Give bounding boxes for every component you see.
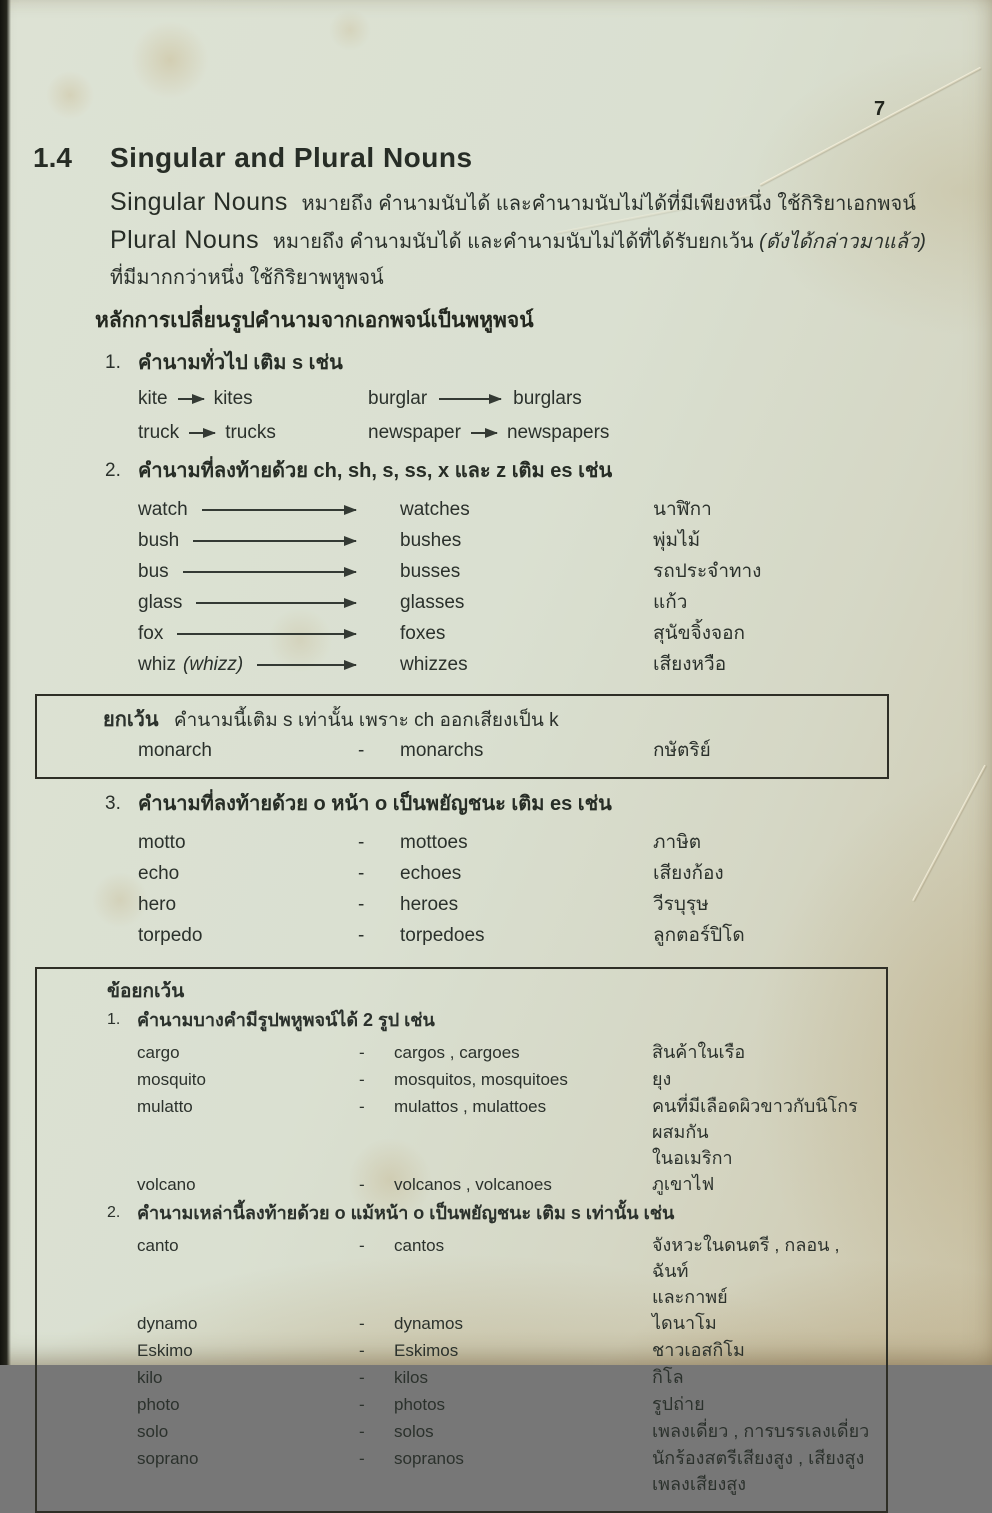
plural-word: glasses	[400, 592, 465, 613]
dash-separator: -	[359, 1043, 365, 1062]
noun-row	[137, 1232, 876, 1310]
plural-definition	[110, 222, 992, 260]
dash-separator: -	[359, 1368, 365, 1387]
noun-row	[138, 494, 992, 525]
singular-word: bus	[138, 561, 169, 582]
page-title: Singular and Plural Nouns	[110, 142, 473, 173]
thai-translation: ไดนาโม	[652, 1313, 717, 1333]
section1-title	[105, 348, 992, 378]
noun-row	[137, 1337, 876, 1364]
thai-translation: กิโล	[652, 1367, 684, 1387]
thai-translation: เสียงหวือ	[653, 654, 727, 675]
dash-separator: -	[359, 1341, 365, 1360]
arrow-icon	[183, 571, 356, 573]
section-heading-number: 1.4	[33, 142, 72, 173]
thai-translation-line2: เพลงเสียงสูง	[652, 1474, 747, 1494]
section1-text: คำนามทั่วไป เติม s เช่น	[138, 352, 343, 374]
noun-row	[138, 649, 992, 680]
thai-translation: รถประจำทาง	[653, 561, 762, 582]
thai-translation-line2: และกาพย์	[652, 1287, 728, 1307]
singular-word: torpedo	[138, 925, 203, 946]
thai-translation: วีรบุรุษ	[653, 894, 709, 915]
thai-translation	[652, 1445, 876, 1497]
noun-row	[138, 827, 992, 858]
plural-word: photos	[394, 1395, 446, 1414]
plural-word: kilos	[394, 1368, 429, 1387]
section3-title	[105, 789, 992, 819]
arrow-icon	[439, 398, 501, 400]
thai-translation: รูปถ่าย	[652, 1394, 705, 1414]
noun-row	[137, 1364, 876, 1391]
noun-row	[138, 735, 887, 765]
noun-row	[138, 920, 992, 951]
singular-word: cargo	[137, 1043, 180, 1062]
singular-word: hero	[138, 894, 177, 915]
noun-row	[137, 1418, 876, 1445]
exceptions-part1-text: คำนามบางคำมีรูปพหูพจน์ได้ 2 รูป เช่น	[137, 1010, 435, 1030]
singular-word: mulatto	[137, 1097, 193, 1116]
plural-definition-text: หมายถึง คำนามนับได้ และคำนามนับไม่ได้ที่ได้รับยกเว้น	[272, 231, 754, 253]
singular-word: motto	[138, 832, 186, 853]
exceptions-part1-title	[107, 1007, 876, 1033]
noun-row	[137, 1171, 876, 1198]
noun-row	[137, 1039, 876, 1066]
thai-translation: นาฬิกา	[653, 499, 712, 520]
section3-rows	[0, 827, 992, 951]
singular-word: Eskimo	[137, 1341, 193, 1360]
noun-row	[138, 618, 992, 649]
singular-word: soprano	[137, 1449, 199, 1468]
section2-number: 2.	[105, 460, 121, 481]
section3-text: คำนามที่ลงท้ายด้วย o หน้า o เป็นพยัญชนะ เติม es เช่น	[138, 793, 612, 815]
exception-box	[35, 694, 889, 779]
noun-row	[137, 1445, 876, 1497]
thai-translation: ชาวเอสกิโม	[652, 1340, 745, 1360]
plural-definition-continued: ที่มีมากกว่าหนึ่ง ใช้กิริยาพหูพจน์	[110, 267, 384, 289]
thai-translation	[652, 1232, 876, 1310]
thai-translation: ภูเขาไฟ	[652, 1174, 715, 1194]
term-singular-nouns: Singular Nouns	[110, 188, 288, 216]
thai-translation-line1: นักร้องสตรีเสียงสูง , เสียงสูง	[652, 1448, 865, 1468]
arrow-icon	[178, 398, 204, 400]
singular-word-note: (whizz)	[183, 654, 244, 675]
section2-text: คำนามที่ลงท้ายด้วย ch, sh, s, ss, x และ z เติม es เช่น	[138, 460, 613, 482]
singular-word: burglar	[368, 388, 428, 409]
arrow-icon	[177, 633, 356, 635]
section2-title	[105, 456, 992, 486]
dash-separator: -	[359, 1236, 365, 1255]
singular-word: newspaper	[368, 422, 461, 443]
arrow-icon	[193, 540, 356, 542]
thai-translation-line1: จังหวะในดนตรี , กลอน , ฉันท์	[652, 1235, 840, 1281]
singular-word: photo	[137, 1395, 180, 1414]
thai-translation: เพลงเดี่ยว , การบรรเลงเดี่ยว	[652, 1421, 870, 1441]
noun-row	[137, 1066, 876, 1093]
singular-definition-text: หมายถึง คำนามนับได้ และคำนามนับไม่ได้ที่มีเพียงหนึ่ง ใช้กิริยาเอกพจน์	[301, 193, 916, 215]
plural-word: monarchs	[400, 740, 484, 761]
plural-word: cargos , cargoes	[394, 1043, 520, 1062]
singular-word: kite	[138, 388, 168, 409]
plural-word: busses	[400, 561, 461, 582]
singular-word: bush	[138, 530, 180, 551]
thai-translation: ภาษิต	[653, 832, 702, 853]
term-plural-nouns: Plural Nouns	[110, 226, 260, 254]
noun-pair-row	[138, 386, 992, 412]
thai-translation-line2: ในอเมริกา	[652, 1148, 733, 1168]
singular-word: fox	[138, 623, 164, 644]
singular-word: watch	[138, 499, 188, 520]
thai-translation	[652, 1093, 876, 1171]
plural-word: mosquitos, mosquitoes	[394, 1070, 568, 1089]
section1-number: 1.	[105, 352, 121, 373]
exception-text: คำนามนี้เติม s เท่านั้น เพราะ ch ออกเสียงเป็น k	[173, 710, 559, 731]
plural-word: Eskimos	[394, 1341, 459, 1360]
thai-translation: เสียงก้อง	[653, 863, 724, 884]
page-number: 7	[874, 98, 886, 120]
singular-definition	[110, 184, 992, 222]
plural-word: solos	[394, 1422, 434, 1441]
dash-separator: -	[358, 894, 365, 915]
exceptions-part2-text: คำนามเหล่านี้ลงท้ายด้วย o แม้หน้า o เป็นพยัญชนะ เติม s เท่านั้น เช่น	[137, 1203, 675, 1223]
plural-word: echoes	[400, 863, 462, 884]
rule-heading: หลักการเปลี่ยนรูปคำนามจากเอกพจน์เป็นพหูพจน์	[95, 309, 534, 332]
section-heading	[33, 142, 992, 174]
plural-definition-note: (ดังได้กล่าวมาแล้ว)	[759, 231, 926, 253]
singular-word: kilo	[137, 1368, 163, 1387]
singular-word: canto	[137, 1236, 179, 1255]
singular-word: whiz	[138, 654, 177, 675]
section3-number: 3.	[105, 793, 121, 814]
arrow-icon	[196, 602, 356, 604]
dash-separator: -	[359, 1395, 365, 1414]
thai-translation: แก้ว	[653, 592, 688, 613]
plural-word: sopranos	[394, 1449, 464, 1468]
dash-separator: -	[359, 1070, 365, 1089]
plural-word: volcanos , volcanoes	[394, 1175, 552, 1194]
exceptions-part2-number: 2.	[107, 1204, 121, 1221]
thai-translation: ยุง	[652, 1069, 672, 1089]
arrow-icon	[257, 664, 356, 666]
arrow-icon	[202, 509, 356, 511]
exceptions-box-title: ข้อยกเว้น	[107, 981, 185, 1002]
singular-word: mosquito	[137, 1070, 206, 1089]
dash-separator: -	[358, 925, 365, 946]
singular-word: volcano	[137, 1175, 196, 1194]
noun-row	[137, 1310, 876, 1337]
exceptions-part2-title	[107, 1200, 876, 1226]
noun-row	[137, 1391, 876, 1418]
plural-word: mottoes	[400, 832, 468, 853]
noun-row	[137, 1093, 876, 1171]
thai-translation: พุ่มไม้	[653, 530, 701, 551]
dash-separator: -	[359, 1314, 365, 1333]
plural-word: newspapers	[506, 422, 610, 443]
exceptions-box	[35, 967, 888, 1513]
singular-word: monarch	[138, 740, 212, 761]
plural-word: foxes	[400, 623, 446, 644]
noun-pair	[138, 386, 368, 412]
plural-word: trucks	[225, 422, 276, 443]
dash-separator: -	[359, 1175, 365, 1194]
dash-separator: -	[358, 832, 365, 853]
thai-translation: ลูกตอร์ปิโด	[653, 925, 745, 946]
singular-word: solo	[137, 1422, 169, 1441]
noun-row	[138, 525, 992, 556]
thai-translation: สินค้าในเรือ	[652, 1042, 746, 1062]
singular-word: truck	[138, 422, 180, 443]
plural-word: dynamos	[394, 1314, 463, 1333]
dash-separator: -	[359, 1097, 365, 1116]
plural-word: watches	[400, 499, 470, 520]
plural-word: cantos	[394, 1236, 445, 1255]
thai-translation: กษัตริย์	[653, 740, 711, 761]
noun-row	[138, 889, 992, 920]
noun-pair	[138, 420, 368, 446]
dash-separator: -	[359, 1449, 365, 1468]
thai-translation-line1: คนที่มีเลือดผิวขาวกับนิโกรผสมกัน	[652, 1096, 858, 1142]
exception-label: ยกเว้น	[103, 709, 159, 731]
plural-word: whizzes	[400, 654, 468, 675]
singular-word: dynamo	[137, 1314, 198, 1333]
exceptions-part1-number: 1.	[107, 1011, 121, 1028]
noun-pair	[368, 386, 582, 412]
dash-separator: -	[358, 863, 365, 884]
singular-word: echo	[138, 863, 180, 884]
arrow-icon	[189, 432, 215, 434]
singular-word: glass	[138, 592, 183, 613]
plural-word: burglars	[513, 388, 582, 409]
thai-translation: สุนัขจิ้งจอก	[653, 623, 746, 644]
section2-rows	[0, 494, 992, 680]
noun-row	[138, 587, 992, 618]
plural-word: kites	[213, 388, 253, 409]
plural-word: bushes	[400, 530, 462, 551]
dash-separator: -	[359, 1422, 365, 1441]
plural-word: mulattos , mulattoes	[394, 1097, 547, 1116]
intro-paragraph	[110, 184, 992, 296]
noun-pair	[368, 420, 609, 446]
noun-row	[138, 556, 992, 587]
noun-pair-row	[138, 420, 992, 446]
arrow-icon	[471, 432, 497, 434]
noun-row	[138, 858, 992, 889]
dash-separator: -	[358, 740, 365, 761]
exception-box-heading	[103, 706, 887, 735]
plural-word: torpedoes	[400, 925, 485, 946]
plural-word: heroes	[400, 894, 459, 915]
